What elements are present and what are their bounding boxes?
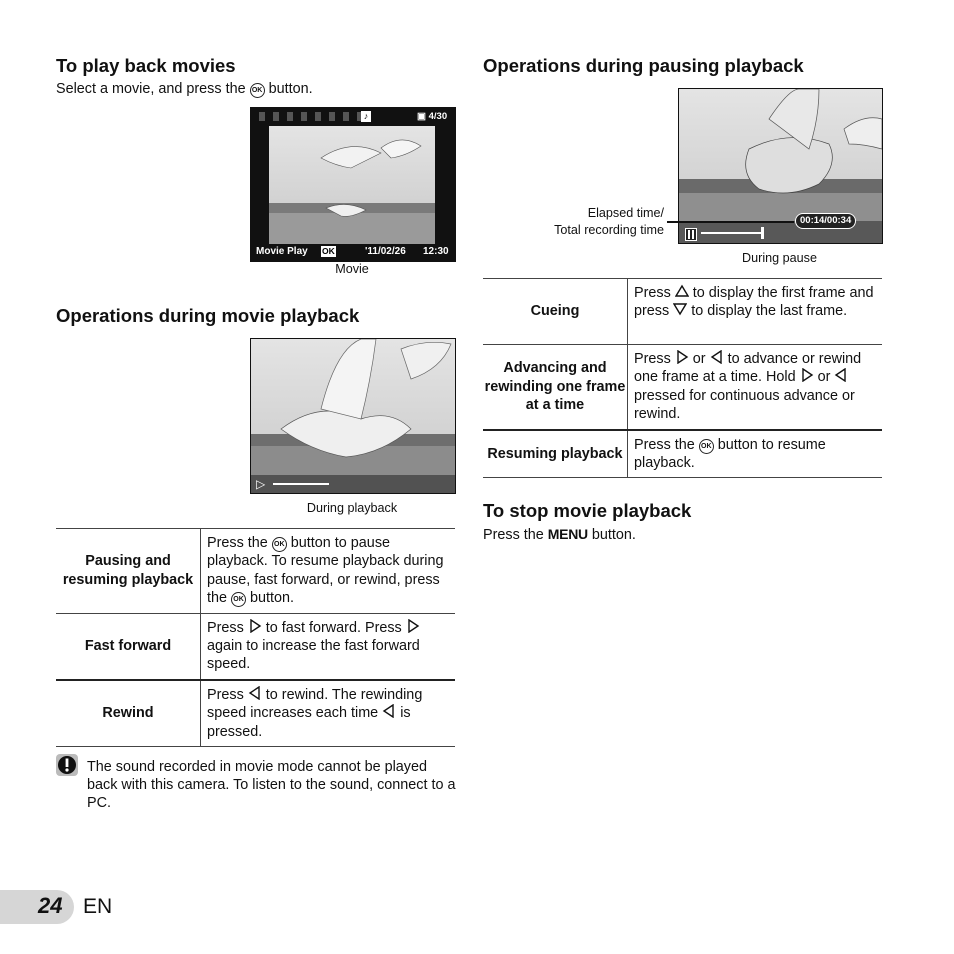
table-row-cueing	[483, 279, 882, 345]
movie-playback-operations-table	[56, 528, 455, 747]
row-desc-rewind: Press to rewind. The rewinding speed increases each time is pressed.	[207, 686, 423, 740]
ok-button-icon: OK	[231, 592, 246, 607]
ok-badge: OK	[322, 246, 335, 256]
sound-note: The sound recorded in movie mode cannot be played back with this camera. To listen to the sound, connect to a PC.	[87, 759, 456, 811]
row-desc-cueing: Press to display the first frame and press to display the last frame.	[634, 285, 874, 320]
language-label: EN	[83, 895, 113, 918]
arrow-right-icon	[675, 350, 689, 364]
callout-label-total: Total recording time	[554, 223, 664, 237]
row-label-pause: Pausing and resuming playback	[56, 529, 201, 614]
arrow-left-icon	[248, 686, 262, 700]
callout-line	[667, 221, 794, 223]
table-row-frame-step	[483, 345, 882, 430]
arrow-right-icon	[800, 368, 814, 382]
row-label-resume: Resuming playback	[483, 430, 628, 478]
arrow-down-icon	[673, 302, 687, 316]
play-desc-before: Select a movie, and press the	[56, 81, 246, 97]
row-desc-resume: Press the OK button to resume playback.	[634, 436, 826, 472]
section-title-stop: To stop movie playback	[483, 500, 692, 521]
ok-button-icon: OK	[699, 439, 714, 454]
music-note-icon: ♪	[361, 111, 371, 122]
row-label-frame-step: Advancing and rewinding one frame at a time	[483, 345, 628, 430]
menu-button-label: MENU	[547, 526, 588, 542]
play-icon: ▷	[256, 477, 266, 491]
pause-icon	[685, 228, 697, 241]
row-desc-fast-forward: Press to fast forward. Press again to increase the fast forward speed.	[207, 619, 420, 673]
row-label-fast-forward: Fast forward	[56, 613, 201, 680]
row-desc-pause: Press the OK button to pause playback. To resume playback during pause, fast forward, or rewind, press the OK button.	[207, 535, 444, 607]
image-counter-text: 4/30	[428, 111, 448, 122]
ok-button-icon: OK	[250, 83, 265, 98]
arrow-left-icon	[710, 350, 724, 364]
table-row-rewind	[56, 680, 455, 747]
row-label-rewind: Rewind	[56, 680, 201, 747]
table-row-pause	[56, 529, 455, 614]
section-title-play-movies: To play back movies	[56, 55, 236, 76]
play-instructions	[56, 80, 313, 98]
movie-caption: Movie	[335, 262, 369, 276]
playback-caption: During playback	[306, 501, 398, 515]
page-number-tab	[0, 890, 74, 924]
arrow-right-icon	[406, 619, 420, 633]
play-desc-after: button.	[268, 81, 313, 97]
row-label-cueing: Cueing	[483, 279, 628, 345]
stop-desc-after: button.	[591, 527, 636, 543]
stop-instructions	[483, 525, 636, 544]
table-row-resume	[483, 430, 882, 478]
section-title-pause-ops: Operations during pausing playback	[483, 55, 804, 76]
movie-screen-image	[250, 107, 456, 262]
movie-time: 12:30	[423, 246, 449, 257]
elapsed-time-display: 00:14/00:34	[795, 213, 856, 229]
pause-caption: During pause	[742, 251, 817, 265]
section-title-movie-ops: Operations during movie playback	[56, 305, 360, 326]
row-desc-frame-step: Press or to advance or rewind one frame at a time. Hold or pressed for continuous advance or rewind.	[634, 351, 862, 423]
arrow-left-icon	[834, 368, 848, 382]
movie-date: '11/02/26	[365, 246, 406, 257]
pause-operations-table	[483, 278, 882, 478]
page-number: 24	[38, 893, 63, 918]
caution-icon	[56, 754, 78, 776]
image-counter: ▣ 4/30	[417, 111, 448, 122]
arrow-left-icon	[382, 704, 396, 718]
arrow-right-icon	[248, 619, 262, 633]
elapsed-time-callout	[520, 205, 664, 239]
playback-screen-image	[250, 338, 456, 494]
callout-label-elapsed: Elapsed time/	[587, 206, 664, 220]
ok-button-icon: OK	[272, 537, 287, 552]
movie-play-label: Movie Play	[256, 246, 308, 257]
stop-desc-before: Press the	[483, 527, 544, 543]
table-row-fast-forward	[56, 613, 455, 680]
arrow-up-icon	[675, 284, 689, 298]
